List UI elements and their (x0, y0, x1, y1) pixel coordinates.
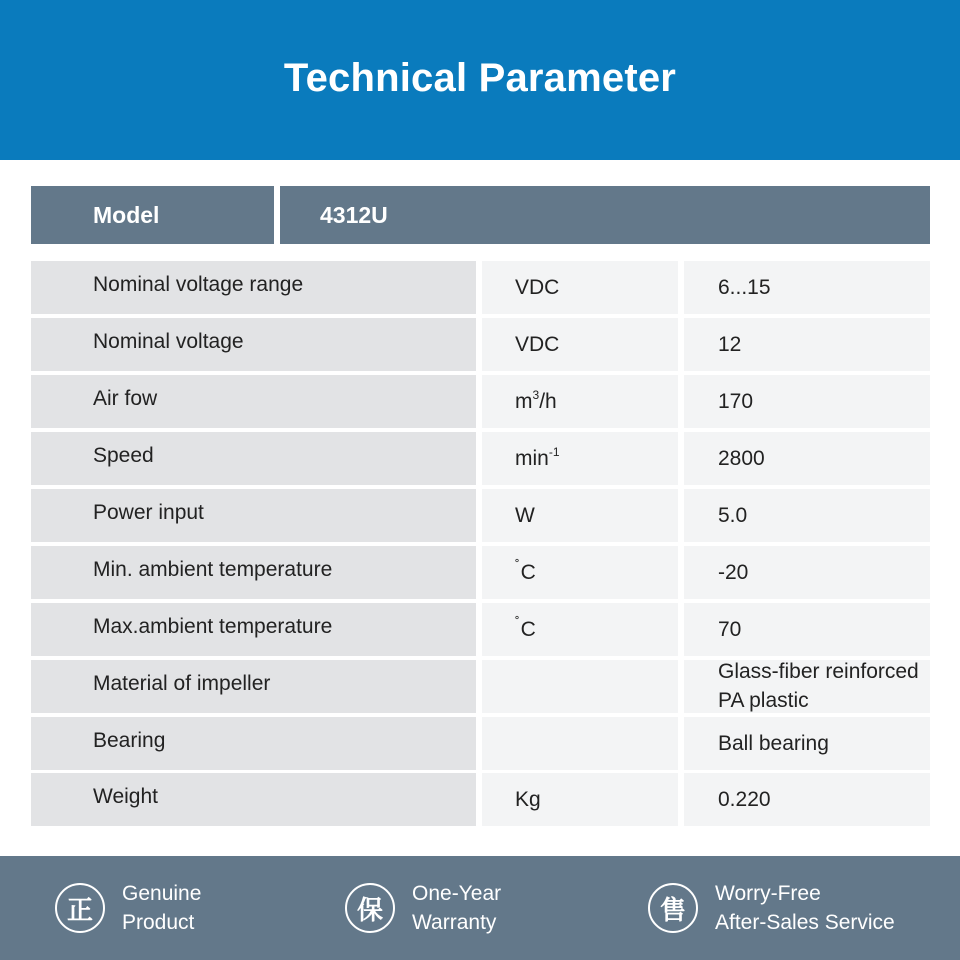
param-unit: W (515, 503, 535, 527)
param-unit (515, 613, 536, 642)
table-row (31, 489, 930, 542)
table-row (31, 773, 930, 826)
param-value-cell (684, 660, 930, 713)
param-unit-cell (482, 375, 678, 428)
table-row (31, 432, 930, 485)
feature-line2: Product (122, 911, 195, 934)
param-name-cell (31, 773, 476, 826)
table-row (31, 261, 930, 314)
param-value: 170 (718, 389, 754, 413)
param-value-cell (684, 773, 930, 826)
unit-base: C (520, 560, 536, 584)
param-unit-cell (482, 432, 678, 485)
param-unit-cell (482, 717, 678, 770)
param-unit-cell (482, 261, 678, 314)
param-unit-cell (482, 546, 678, 599)
param-value-cell (684, 261, 930, 314)
header-banner (0, 0, 960, 160)
unit-base: min (515, 446, 549, 470)
param-name-cell (31, 546, 476, 599)
feature-text (412, 879, 501, 937)
param-name: Power input (93, 500, 204, 524)
param-value-line2: PA plastic (718, 689, 809, 712)
feature-warranty (345, 856, 501, 960)
model-label-cell (31, 186, 274, 244)
param-value-cell (684, 432, 930, 485)
unit-base: C (520, 617, 536, 641)
feature-line2: After-Sales Service (715, 911, 895, 934)
param-name: Speed (93, 443, 154, 467)
unit-base: m (515, 389, 533, 413)
footer-banner (0, 856, 960, 960)
table-row (31, 717, 930, 770)
param-unit-cell (482, 660, 678, 713)
param-name-cell (31, 261, 476, 314)
param-unit-cell (482, 603, 678, 656)
param-name: Min. ambient temperature (93, 557, 333, 581)
param-value-cell (684, 489, 930, 542)
feature-line1: Genuine (122, 882, 202, 905)
param-value-cell (684, 717, 930, 770)
param-unit (515, 387, 557, 414)
param-value: 6...15 (718, 275, 771, 299)
unit-superscript: 3 (532, 387, 540, 402)
feature-line1: Worry-Free (715, 882, 821, 905)
table-row (31, 375, 930, 428)
feature-text (715, 879, 895, 937)
param-unit: Kg (515, 787, 541, 811)
page-title: Technical Parameter (283, 55, 677, 100)
degree-mark: ˚ (515, 556, 520, 573)
param-value-cell (684, 546, 930, 599)
param-name-cell (31, 717, 476, 770)
param-value-cell (684, 603, 930, 656)
param-name-cell (31, 603, 476, 656)
table-row (31, 546, 930, 599)
feature-genuine-product (55, 856, 201, 960)
param-value: 70 (718, 617, 742, 641)
param-name: Max.ambient temperature (93, 614, 333, 638)
param-name-cell (31, 489, 476, 542)
model-value: 4312U (320, 201, 388, 228)
table-row (31, 603, 930, 656)
feature-text (122, 879, 201, 937)
model-value-cell (280, 186, 930, 244)
param-unit: VDC (515, 275, 560, 299)
unit-superscript: -1 (548, 444, 560, 459)
after-sales-seal-icon: 售 (648, 883, 698, 933)
table-row (31, 318, 930, 371)
param-unit (515, 444, 560, 471)
param-unit-cell (482, 773, 678, 826)
param-name: Material of impeller (93, 671, 271, 695)
param-unit-cell (482, 318, 678, 371)
param-value: 2800 (718, 446, 765, 470)
warranty-seal-icon: 保 (345, 883, 395, 933)
param-unit-cell (482, 489, 678, 542)
feature-line2: Warranty (412, 911, 497, 934)
param-value-cell (684, 318, 930, 371)
param-name-cell (31, 432, 476, 485)
param-value: 0.220 (718, 787, 771, 811)
param-name: Nominal voltage (93, 329, 244, 353)
param-name: Bearing (93, 728, 166, 752)
unit-tail: /h (539, 389, 557, 413)
param-name: Nominal voltage range (93, 272, 304, 296)
feature-after-sales (648, 856, 895, 960)
feature-line1: One-Year (412, 882, 502, 905)
genuine-seal-icon: 正 (55, 883, 105, 933)
param-name-cell (31, 660, 476, 713)
param-value-line1: Glass-fiber reinforced (718, 660, 919, 683)
param-value: -20 (718, 560, 749, 584)
param-name: Air fow (93, 386, 158, 410)
param-value: 5.0 (718, 503, 748, 527)
param-unit (515, 556, 536, 585)
model-label: Model (93, 201, 160, 228)
param-value: Ball bearing (718, 731, 829, 755)
param-value-cell (684, 375, 930, 428)
param-value: 12 (718, 332, 742, 356)
param-name-cell (31, 318, 476, 371)
param-name-cell (31, 375, 476, 428)
param-unit: VDC (515, 332, 560, 356)
param-name: Weight (93, 784, 158, 808)
table-row (31, 660, 930, 713)
degree-mark: ˚ (515, 613, 520, 630)
